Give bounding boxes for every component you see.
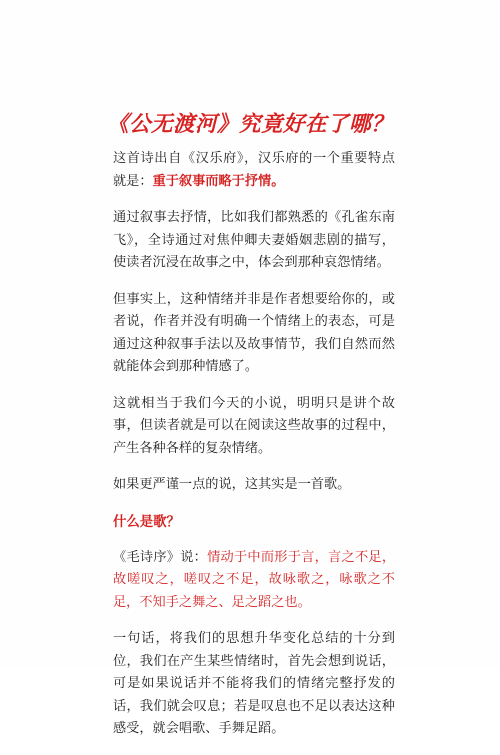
paragraph-2: 通过叙事去抒情，比如我们都熟悉的《孔雀东南飞》，全诗通过对焦仲卿夫妻婚姻悲剧的描写，使读者沉浸在故事之中，体会到那种哀怨情绪。 [113,210,395,270]
paragraph-1-emphasis: 重于叙事而略于抒情。 [152,173,285,189]
quote-text: 情动于中而形于言，言之不足，故嗟叹之，嗟叹之不足，故咏歌之，咏歌之不足，不知手之舞之、足之蹈之也。 [113,549,396,610]
paragraph-7: 一句话，将我们的思想升华变化总结的十分到位，我们在产生某些情绪时，首先会想到说话，可是如果说话并不能将我们的情绪完整抒发的话，我们就会叹息；若是叹息也不足以表达这种感受，就会唱歌、手舞足蹈。 [113,631,395,736]
paragraph-5: 如果更严谨一点的说，这其实是一首歌。 [113,477,351,492]
quote-source: 《毛诗序》说： [113,549,208,565]
article-body [113,148,395,755]
paragraph-4: 这就相当于我们今天的小说，明明只是讲个故事，但读者就是可以在阅读这些故事的过程中，产生各种各样的复杂情绪。 [113,395,395,456]
paragraph-1-text: 这首诗出自《汉乐府》，汉乐府的一个重要特点就是： [113,151,395,189]
article-title: 《公无渡河》究竟好在了哪？ [106,112,393,137]
section-heading: 什么是歌？ [113,513,180,530]
paragraph-3: 但事实上，这种情绪并非是作者想要给你的，或者说，作者并没有明确一个情绪上的表态，可是通过这种叙事手法以及故事情节，我们自然而然就能体会到那种情感了。 [113,291,395,374]
paragraph-1 [113,148,395,193]
paragraph-6 [113,547,395,615]
